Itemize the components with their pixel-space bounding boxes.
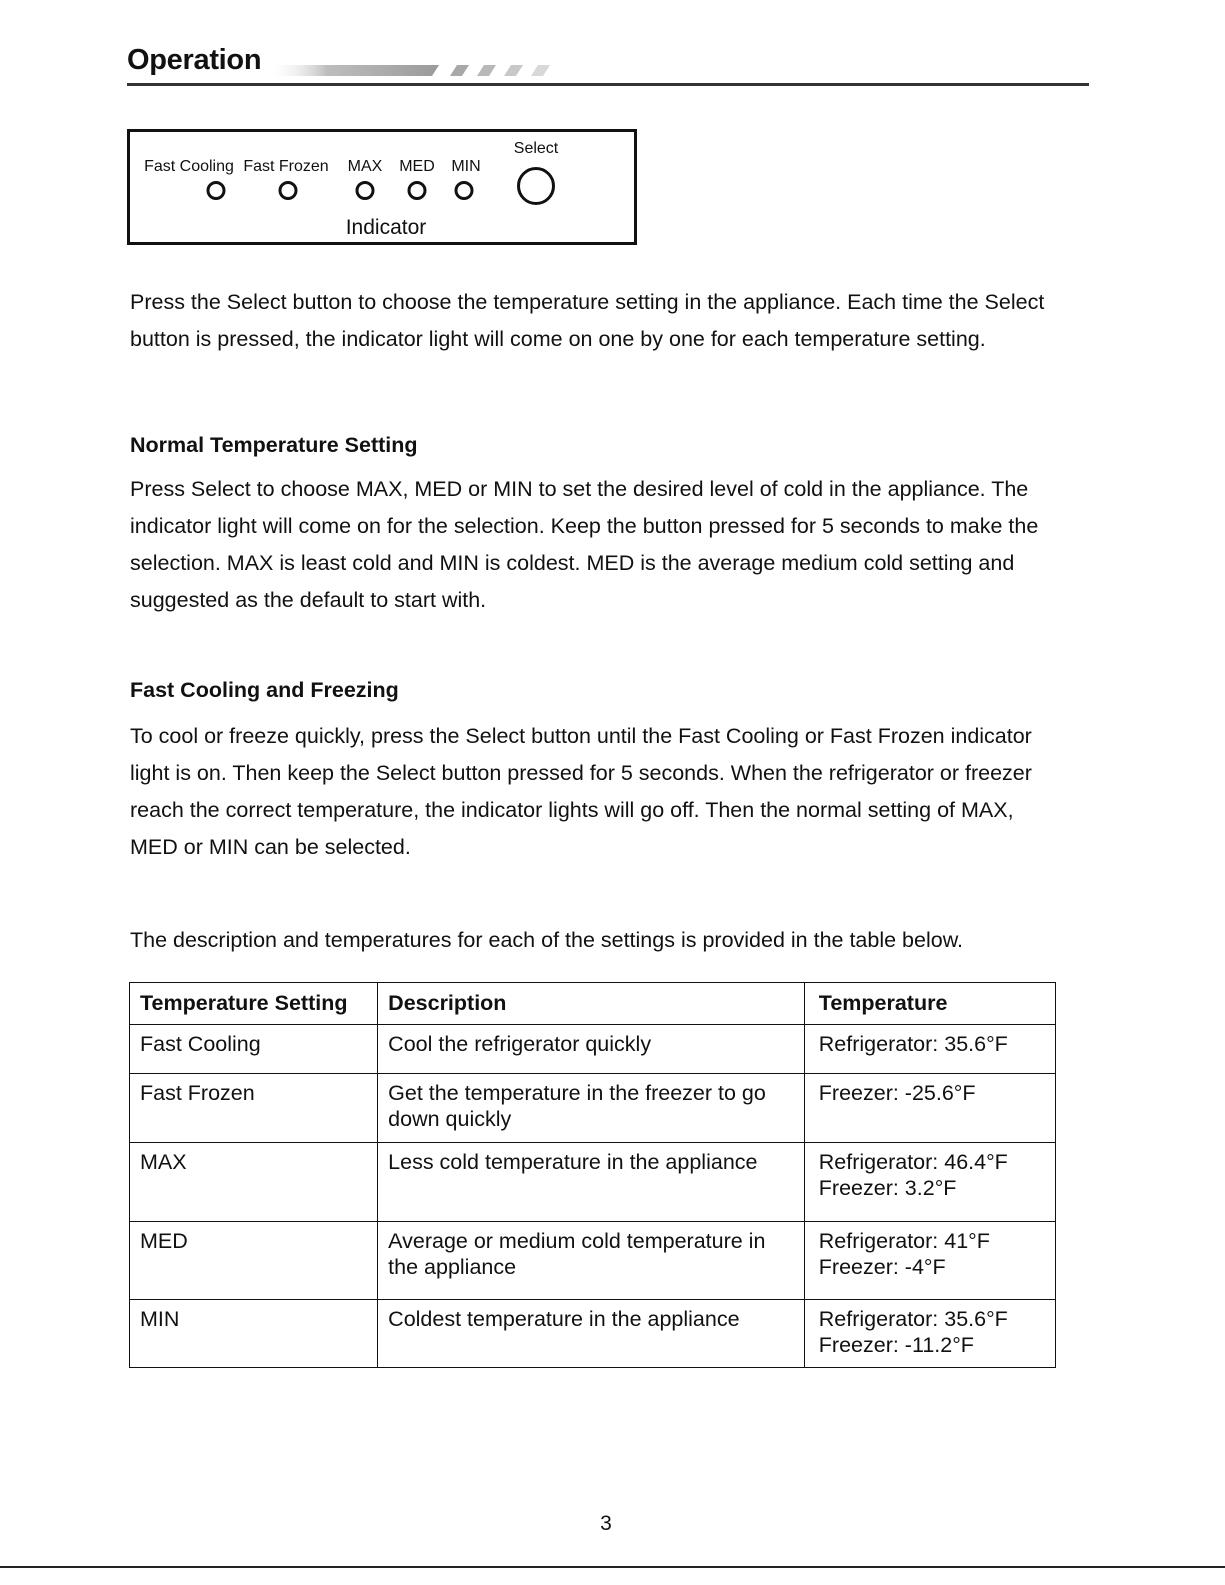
page-title: Operation (127, 44, 262, 76)
setting-cell: Fast Cooling (130, 1025, 378, 1074)
column-header-temperature: Temperature (804, 983, 1055, 1025)
description-cell: Average or medium cold temperature in the appliance (378, 1222, 805, 1300)
intro-paragraph: Press the Select button to choose the temperature setting in the appliance. Each time the Select button is pressed, the indicator light will come on one by one for each temperature setting. (130, 290, 1045, 351)
table-row (130, 1143, 1056, 1222)
fast-frozen-label: Fast Frozen (243, 158, 329, 175)
setting-cell: MIN (130, 1300, 378, 1368)
setting-cell: MED (130, 1222, 378, 1300)
table-row (130, 1300, 1056, 1368)
temperature-line: Freezer: -11.2°F (818, 1333, 974, 1357)
temperature-line: Refrigerator: 35.6°F (818, 1307, 1008, 1331)
normal-setting-paragraph: Press Select to choose MAX, MED or MIN to set the desired level of cold in the appliance. The indicator light will come on for the selection. Keep the button pressed for 5 seconds to make the selection. MAX is least cold and MIN is coldest. MED is the average medium cold setting and suggested as the default to start with. (130, 477, 1039, 612)
temperature-line: Refrigerator: 46.4°F (818, 1150, 1008, 1174)
select-button-icon (517, 167, 555, 205)
table-row (130, 1025, 1056, 1074)
fast-cooling-paragraph: To cool or freeze quickly, press the Select button until the Fast Cooling or Fast Frozen indicator light is on. Then keep the Select button pressed for 5 seconds. When the refrigerator or freezer reach the correct temperature, the indicator lights will go off. Then the normal setting of MAX, MED or MIN can be selected. (130, 724, 1032, 859)
min-label: MIN (451, 158, 481, 175)
table-row (130, 1222, 1056, 1300)
column-header-description: Description (378, 983, 805, 1025)
max-label: MAX (347, 158, 383, 175)
header-decoration (127, 60, 1091, 88)
setting-cell: MAX (130, 1143, 378, 1222)
settings-table (129, 982, 1056, 1368)
column-header-setting: Temperature Setting (130, 983, 378, 1025)
temperature-cell (804, 1222, 1055, 1300)
temperature-line: Refrigerator: 41°F (818, 1229, 990, 1253)
control-panel-diagram (127, 129, 637, 245)
bottom-divider (0, 1566, 1225, 1568)
temperature-cell (804, 1300, 1055, 1368)
page-number: 3 (600, 1512, 612, 1535)
description-cell: Coldest temperature in the appliance (378, 1300, 805, 1368)
temperature-line: Refrigerator: 35.6°F (818, 1032, 1008, 1056)
fast-cooling-label: Fast Cooling (144, 158, 234, 175)
setting-cell: Fast Frozen (130, 1074, 378, 1143)
temperature-cell (804, 1143, 1055, 1222)
table-row (130, 1074, 1056, 1143)
temperature-line: Freezer: -25.6°F (818, 1081, 976, 1105)
description-cell: Cool the refrigerator quickly (378, 1025, 805, 1074)
normal-setting-heading: Normal Temperature Setting (130, 433, 418, 457)
temperature-line: Freezer: -4°F (818, 1255, 946, 1279)
description-cell: Less cold temperature in the appliance (378, 1143, 805, 1222)
med-label: MED (399, 158, 435, 175)
table-header-row (130, 983, 1056, 1025)
fast-frozen-indicator-light (279, 181, 298, 200)
temperature-cell (804, 1074, 1055, 1143)
med-indicator-light (408, 181, 427, 200)
table-intro-paragraph: The description and temperatures for each of the settings is provided in the table below. (130, 928, 964, 952)
min-indicator-light (455, 181, 474, 200)
indicator-label: Indicator (345, 216, 427, 239)
temperature-cell (804, 1025, 1055, 1074)
description-cell: Get the temperature in the freezer to go down quickly (378, 1074, 805, 1143)
fast-cooling-heading: Fast Cooling and Freezing (130, 678, 399, 702)
max-indicator-light (356, 181, 375, 200)
temperature-line: Freezer: 3.2°F (818, 1176, 957, 1200)
fast-cooling-indicator-light (207, 181, 226, 200)
select-label: Select (513, 140, 559, 157)
